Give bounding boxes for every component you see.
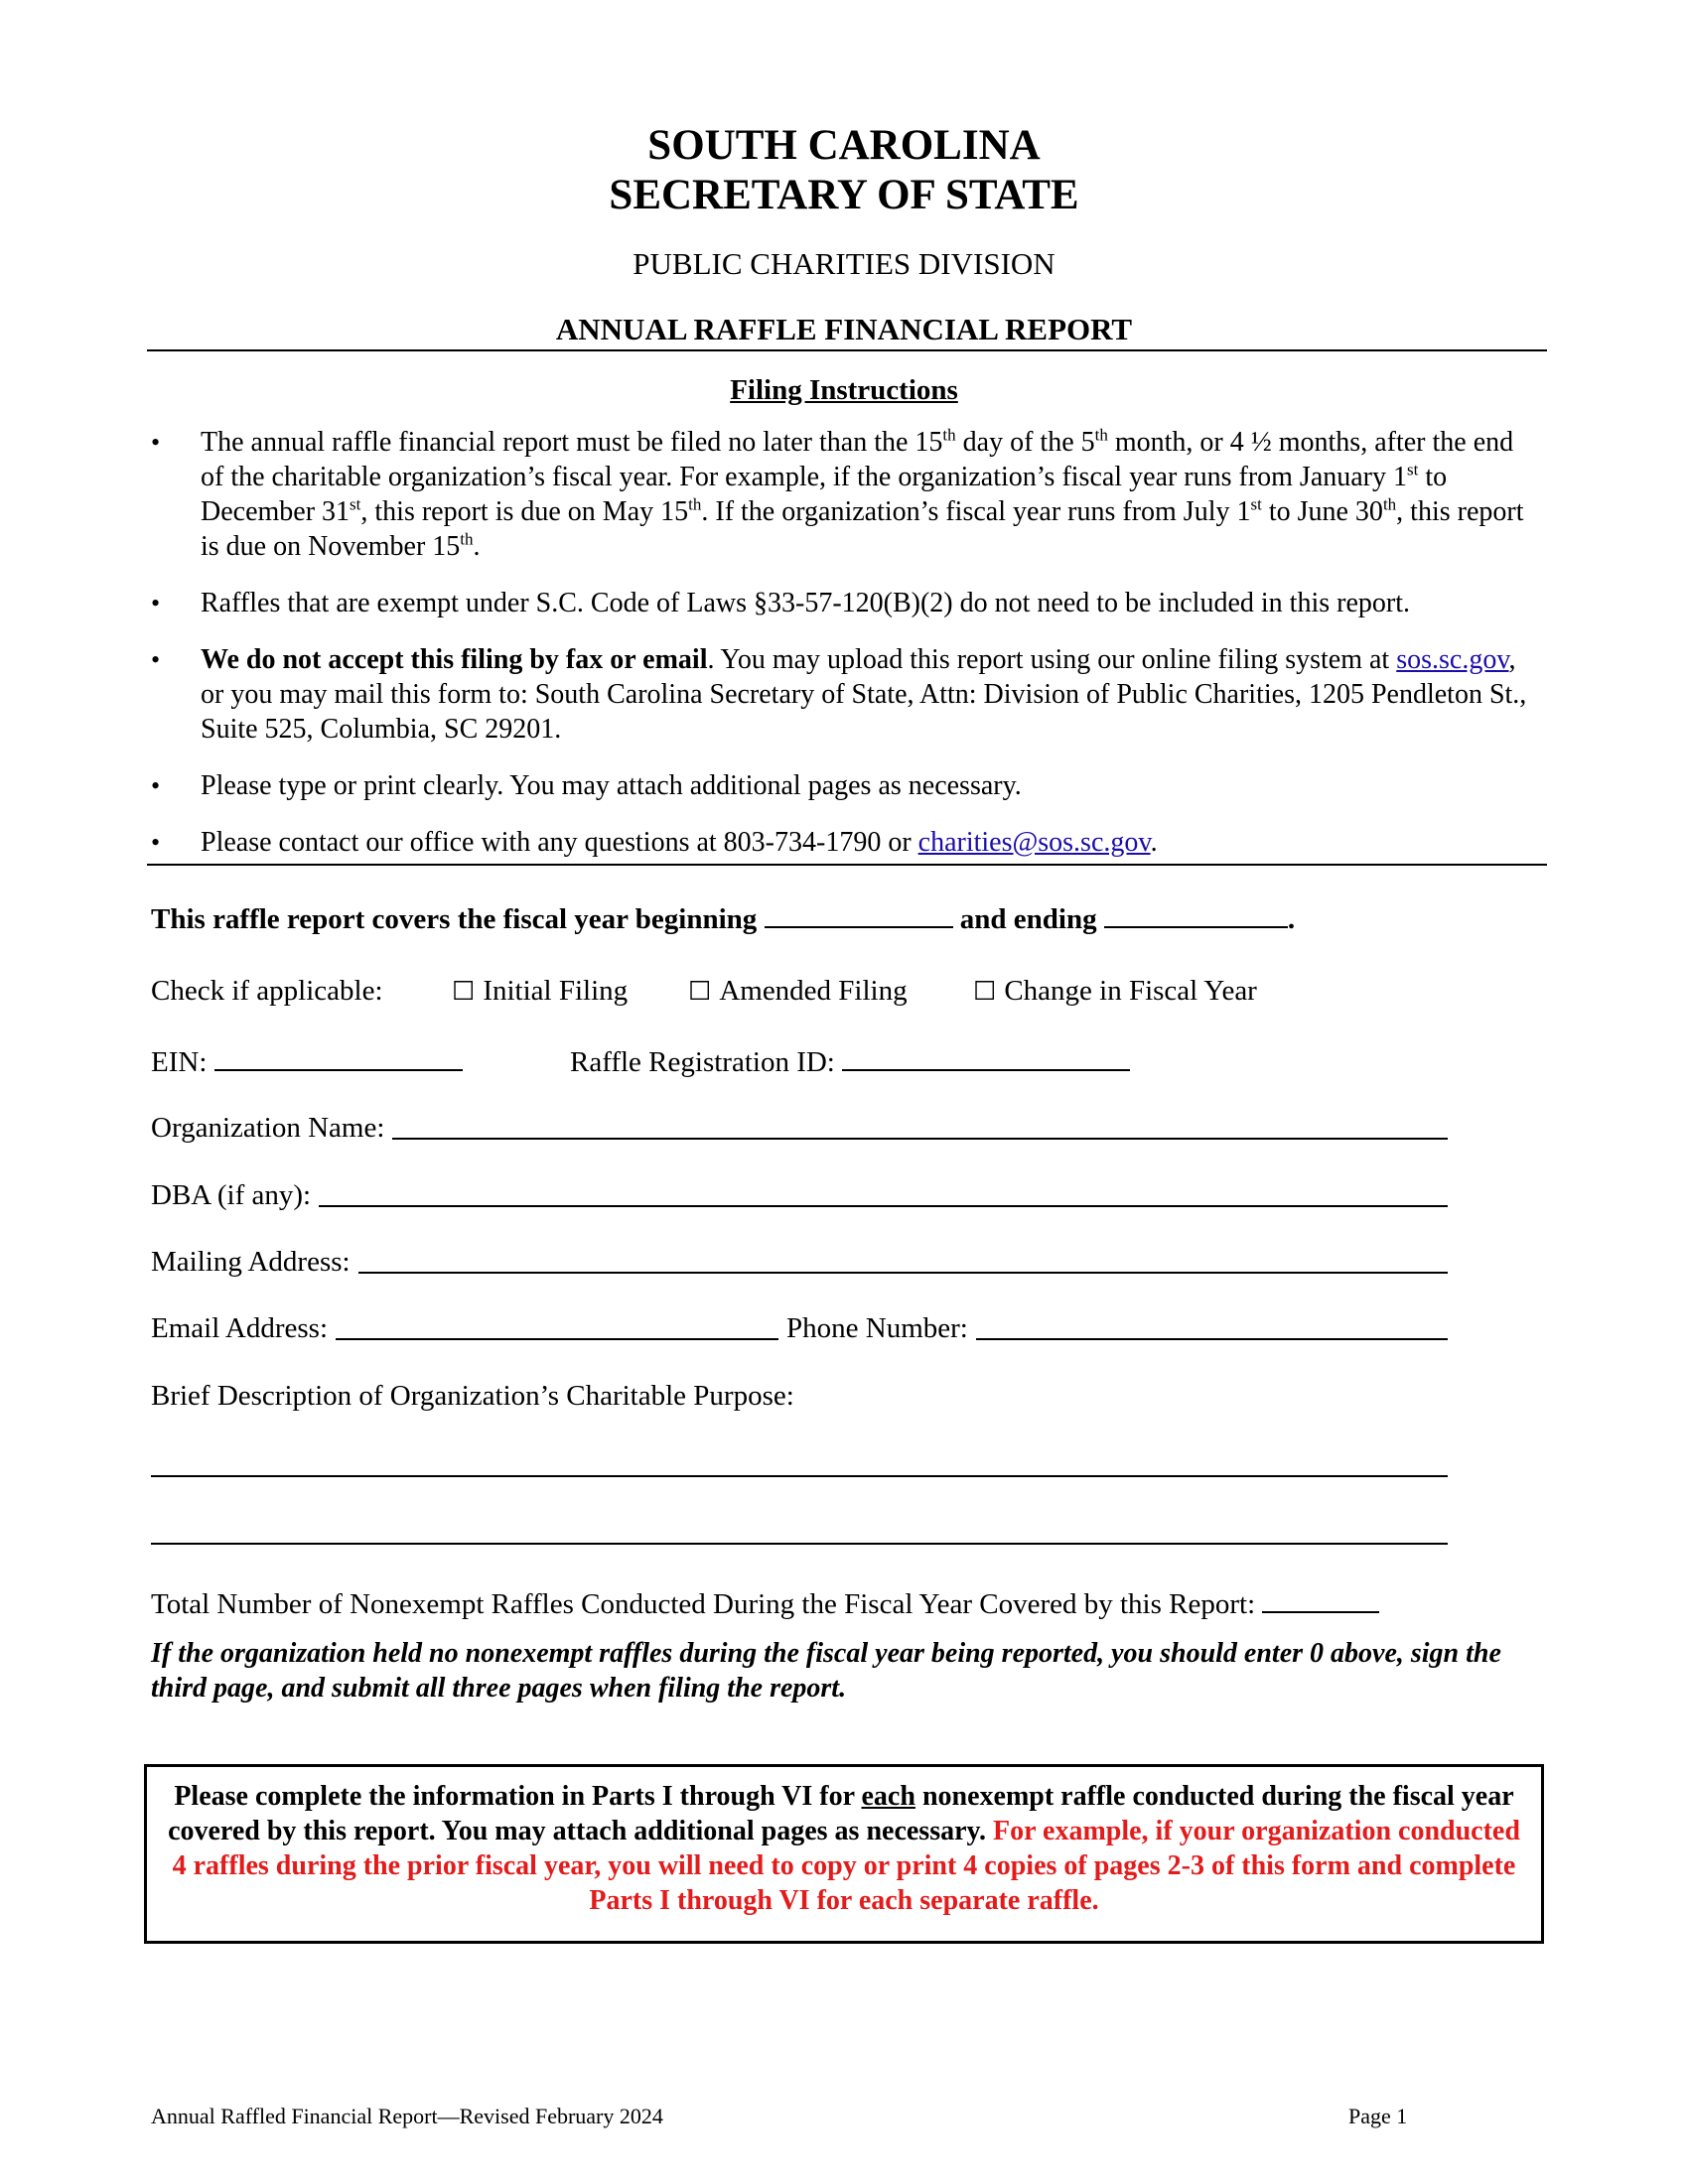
instructions-heading: Filing Instructions [730, 374, 958, 406]
raffle-id-row [570, 1041, 1130, 1080]
mailing-field[interactable] [358, 1244, 1448, 1274]
notice-box [144, 1764, 1544, 1944]
dba-row [151, 1177, 1448, 1213]
raffle-id-label: Raffle Registration ID: [570, 1046, 835, 1078]
report-title: ANNUAL RAFFLE FINANCIAL REPORT [555, 312, 1133, 346]
checkbox-icon: ☐ [688, 977, 712, 1006]
phone-field[interactable] [976, 1310, 1448, 1340]
sos-website-link[interactable]: sos.sc.gov [1396, 644, 1509, 675]
notice-text: Please complete the information in Parts I through VI for each nonexempt raffle conducted during the fiscal year covered by this report. You may attach additional pages as necessary. For example, if your organization conducted 4 raffles during the prior fiscal year, you will need to copy or print 4 copies of pages 2-3 of this form and complete Parts I through VI for each separate raffle. [168, 1781, 1520, 1916]
amended-filing-checkbox[interactable]: ☐ Amended Filing [688, 973, 908, 1010]
instruction-item-deadline: • The annual raffle financial report must be filed no later than the 15th day of the 5th month, or 4 ½ months, after the end of the charitable organization’s fiscal year. For example, if the organization’s fiscal year runs from January 1st to December 31st, this report is due on May 15th. If the organization’s fiscal year runs from July 1st to June 30th, this report is due on November 15th. [147, 425, 1537, 564]
purpose-field-line-1[interactable] [151, 1475, 1448, 1477]
email-phone-row [151, 1310, 1448, 1346]
instructions-list [147, 425, 1537, 882]
phone-label: Phone Number: [786, 1312, 968, 1344]
mailing-row [151, 1244, 1448, 1280]
ein-field[interactable] [214, 1041, 463, 1071]
raffle-id-field[interactable] [842, 1041, 1130, 1071]
purpose-field-line-2[interactable] [151, 1543, 1448, 1545]
ein-label: EIN: [151, 1046, 208, 1078]
footer-revision: Annual Raffled Financial Report—Revised February 2024 [151, 2104, 663, 2128]
footer-page-number: Page 1 [1348, 2104, 1408, 2128]
fiscal-year-begin-field[interactable] [765, 898, 953, 928]
email-field[interactable] [336, 1310, 778, 1340]
fiscal-year-label: This raffle report covers the fiscal year beginning [151, 903, 758, 935]
org-name-label: Organization Name: [151, 1112, 385, 1144]
email-label: Email Address: [151, 1312, 329, 1344]
checkbox-icon: ☐ [452, 977, 476, 1006]
org-name-row [151, 1110, 1448, 1146]
instruction-item-exempt: • Raffles that are exempt under S.C. Code of Laws §33-57-120(B)(2) do not need to be included in this report. [147, 586, 1537, 620]
fiscal-year-row: This raffle report covers the fiscal year beginning and ending . [151, 898, 1295, 937]
purpose-label: Brief Description of Organization’s Charitable Purpose: [151, 1380, 794, 1412]
total-raffles-field[interactable] [1262, 1583, 1379, 1613]
division-name: PUBLIC CHARITIES DIVISION [633, 246, 1055, 281]
title-line-1: SOUTH CAROLINA [647, 122, 1041, 169]
mailing-label: Mailing Address: [151, 1246, 351, 1278]
instruction-item-print: • Please type or print clearly. You may attach additional pages as necessary. [147, 768, 1537, 803]
instruction-item-submission: • We do not accept this filing by fax or email. You may upload this report using our online filing system at sos.sc.gov, or you may mail this form to: South Carolina Secretary of State, Attn: Division of Public Charities, 1205 Pendleton St., Suite 525, Columbia, SC 29201. [147, 642, 1537, 747]
total-raffles-label: Total Number of Nonexempt Raffles Conducted During the Fiscal Year Covered by this Report: [151, 1588, 1256, 1620]
notice-example-text: For example, if your organization conducted 4 raffles during the prior fiscal year, you will need to copy or print 4 copies of pages 2-3 of this form and complete Parts I through VI for each separate raffle. [172, 1816, 1520, 1916]
title-line-2: SECRETARY OF STATE [609, 172, 1079, 218]
total-raffles-row [151, 1583, 1379, 1622]
instruction-item-contact: • Please contact our office with any questions at 803-734-1790 or charities@sos.sc.gov. [147, 825, 1537, 860]
fiscal-year-ending-label: and ending [959, 903, 1097, 935]
header-divider [147, 349, 1547, 351]
initial-filing-checkbox[interactable]: ☐ Initial Filing [452, 973, 628, 1010]
change-fiscal-year-checkbox[interactable]: ☐ Change in Fiscal Year [973, 973, 1257, 1010]
charities-email-link[interactable]: charities@sos.sc.gov [917, 827, 1151, 858]
org-name-field[interactable] [392, 1110, 1448, 1140]
fiscal-year-end-field[interactable] [1104, 898, 1288, 928]
dba-field[interactable] [319, 1177, 1448, 1207]
instructions-divider [147, 864, 1547, 866]
zero-raffles-note: If the organization held no nonexempt raffles during the fiscal year being reported, you should enter 0 above, sign the third page, and submit all three pages when filing the report. [151, 1638, 1501, 1704]
ein-row [151, 1041, 463, 1080]
dba-label: DBA (if any): [151, 1179, 312, 1211]
check-applicable-label: Check if applicable: [151, 975, 383, 1007]
checkbox-icon: ☐ [973, 977, 997, 1006]
